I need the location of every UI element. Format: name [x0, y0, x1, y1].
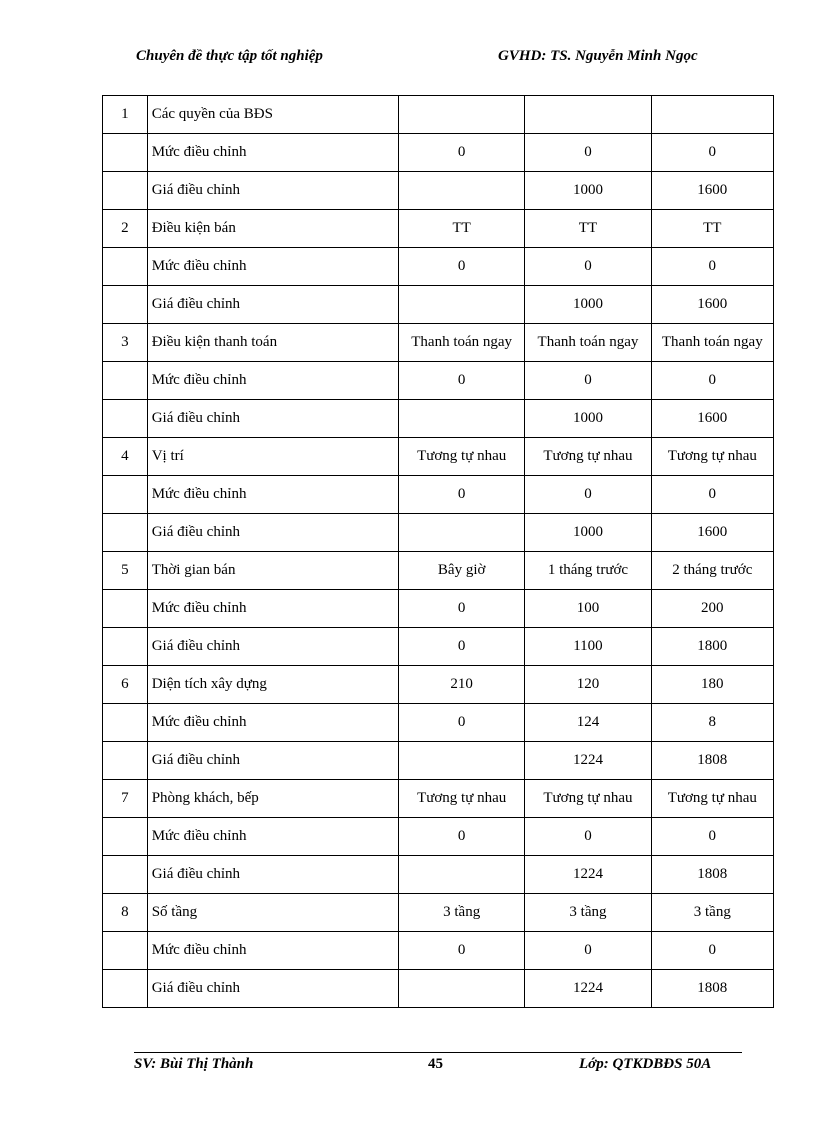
value-cell-1: 0 — [399, 704, 525, 742]
value-cell-1: 0 — [399, 628, 525, 666]
value-cell-2: TT — [525, 210, 651, 248]
value-cell-3: 2 tháng trước — [651, 552, 773, 590]
table-row — [103, 894, 774, 932]
value-cell-1: 0 — [399, 476, 525, 514]
table-row — [103, 210, 774, 248]
row-label-cell: Mức điều chỉnh — [147, 248, 398, 286]
value-cell-3: 0 — [651, 248, 773, 286]
value-cell-1 — [399, 856, 525, 894]
value-cell-3: 180 — [651, 666, 773, 704]
table-row — [103, 514, 774, 552]
row-label-cell: Mức điều chỉnh — [147, 932, 398, 970]
value-cell-3: Tương tự nhau — [651, 780, 773, 818]
value-cell-3: 1800 — [651, 628, 773, 666]
value-cell-2: 3 tầng — [525, 894, 651, 932]
value-cell-2: Tương tự nhau — [525, 780, 651, 818]
row-label-cell: Giá điều chỉnh — [147, 742, 398, 780]
row-label-cell: Mức điều chỉnh — [147, 590, 398, 628]
row-number-cell — [103, 932, 148, 970]
value-cell-3: 0 — [651, 818, 773, 856]
row-number-cell: 2 — [103, 210, 148, 248]
table-row — [103, 96, 774, 134]
value-cell-3: 1600 — [651, 400, 773, 438]
table-row — [103, 476, 774, 514]
row-number-cell — [103, 400, 148, 438]
value-cell-3: 3 tầng — [651, 894, 773, 932]
value-cell-1: Thanh toán ngay — [399, 324, 525, 362]
value-cell-1 — [399, 172, 525, 210]
row-number-cell — [103, 742, 148, 780]
value-cell-1 — [399, 970, 525, 1008]
value-cell-2: 120 — [525, 666, 651, 704]
row-label-cell: Giá điều chỉnh — [147, 970, 398, 1008]
row-label-cell: Điều kiện thanh toán — [147, 324, 398, 362]
header-right-supervisor: GVHD: TS. Nguyễn Minh Ngọc — [498, 48, 698, 64]
value-cell-1 — [399, 96, 525, 134]
value-cell-1 — [399, 742, 525, 780]
value-cell-3 — [651, 96, 773, 134]
value-cell-2: 0 — [525, 818, 651, 856]
row-label-cell: Mức điều chỉnh — [147, 134, 398, 172]
row-label-cell: Diện tích xây dựng — [147, 666, 398, 704]
value-cell-1: TT — [399, 210, 525, 248]
row-label-cell: Giá điều chỉnh — [147, 400, 398, 438]
row-number-cell — [103, 514, 148, 552]
row-number-cell: 4 — [103, 438, 148, 476]
value-cell-3: Thanh toán ngay — [651, 324, 773, 362]
value-cell-2 — [525, 96, 651, 134]
row-number-cell — [103, 134, 148, 172]
value-cell-1: 0 — [399, 248, 525, 286]
row-number-cell — [103, 628, 148, 666]
value-cell-2: 0 — [525, 248, 651, 286]
row-number-cell — [103, 590, 148, 628]
value-cell-2: 1 tháng trước — [525, 552, 651, 590]
table-row — [103, 628, 774, 666]
row-label-cell: Số tầng — [147, 894, 398, 932]
value-cell-3: 0 — [651, 476, 773, 514]
table-row — [103, 552, 774, 590]
footer-student: SV: Bùi Thị Thành — [134, 1056, 254, 1072]
row-number-cell — [103, 248, 148, 286]
value-cell-3: 1808 — [651, 970, 773, 1008]
table-row — [103, 666, 774, 704]
value-cell-2: 1000 — [525, 400, 651, 438]
row-label-cell: Giá điều chỉnh — [147, 514, 398, 552]
value-cell-1: 0 — [399, 362, 525, 400]
value-cell-3: TT — [651, 210, 773, 248]
row-number-cell — [103, 970, 148, 1008]
value-cell-3: 0 — [651, 932, 773, 970]
table-row — [103, 590, 774, 628]
value-cell-3: 200 — [651, 590, 773, 628]
value-cell-1: 3 tầng — [399, 894, 525, 932]
row-label-cell: Thời gian bán — [147, 552, 398, 590]
row-number-cell — [103, 362, 148, 400]
page-number: 45 — [428, 1056, 443, 1072]
value-cell-2: 0 — [525, 134, 651, 172]
table-row — [103, 286, 774, 324]
value-cell-2: 1224 — [525, 970, 651, 1008]
value-cell-3: 0 — [651, 362, 773, 400]
value-cell-3: 1600 — [651, 172, 773, 210]
table-row — [103, 704, 774, 742]
row-number-cell — [103, 172, 148, 210]
value-cell-2: 1224 — [525, 742, 651, 780]
value-cell-1: Bây giờ — [399, 552, 525, 590]
table-row — [103, 780, 774, 818]
value-cell-3: 0 — [651, 134, 773, 172]
value-cell-2: 0 — [525, 362, 651, 400]
row-number-cell — [103, 856, 148, 894]
row-label-cell: Điều kiện bán — [147, 210, 398, 248]
row-number-cell — [103, 286, 148, 324]
row-number-cell: 3 — [103, 324, 148, 362]
table-row — [103, 932, 774, 970]
value-cell-1 — [399, 286, 525, 324]
header-left-title: Chuyên đề thực tập tốt nghiệp — [136, 48, 323, 64]
value-cell-1: 210 — [399, 666, 525, 704]
value-cell-2: 1100 — [525, 628, 651, 666]
row-label-cell: Giá điều chỉnh — [147, 286, 398, 324]
comparison-table — [102, 95, 774, 1008]
row-number-cell: 8 — [103, 894, 148, 932]
row-number-cell — [103, 704, 148, 742]
table-row — [103, 856, 774, 894]
value-cell-2: 1000 — [525, 286, 651, 324]
footer-divider — [134, 1052, 742, 1053]
value-cell-2: 100 — [525, 590, 651, 628]
value-cell-1 — [399, 400, 525, 438]
row-label-cell: Mức điều chỉnh — [147, 362, 398, 400]
value-cell-2: 124 — [525, 704, 651, 742]
value-cell-1: 0 — [399, 818, 525, 856]
table-row — [103, 362, 774, 400]
row-number-cell: 1 — [103, 96, 148, 134]
table-row — [103, 324, 774, 362]
row-number-cell: 6 — [103, 666, 148, 704]
row-number-cell — [103, 818, 148, 856]
value-cell-3: 1600 — [651, 286, 773, 324]
row-label-cell: Vị trí — [147, 438, 398, 476]
value-cell-2: 0 — [525, 476, 651, 514]
row-label-cell: Mức điều chỉnh — [147, 818, 398, 856]
row-number-cell: 5 — [103, 552, 148, 590]
value-cell-1: 0 — [399, 932, 525, 970]
table-row — [103, 970, 774, 1008]
value-cell-1: Tương tự nhau — [399, 438, 525, 476]
row-label-cell: Mức điều chỉnh — [147, 476, 398, 514]
value-cell-1: Tương tự nhau — [399, 780, 525, 818]
value-cell-2: Thanh toán ngay — [525, 324, 651, 362]
value-cell-2: 0 — [525, 932, 651, 970]
table-row — [103, 248, 774, 286]
value-cell-3: 1808 — [651, 742, 773, 780]
row-label-cell: Giá điều chỉnh — [147, 856, 398, 894]
value-cell-2: 1224 — [525, 856, 651, 894]
value-cell-1: 0 — [399, 134, 525, 172]
table-row — [103, 172, 774, 210]
value-cell-2: Tương tự nhau — [525, 438, 651, 476]
value-cell-3: 1808 — [651, 856, 773, 894]
row-number-cell: 7 — [103, 780, 148, 818]
value-cell-1 — [399, 514, 525, 552]
row-label-cell: Giá điều chỉnh — [147, 172, 398, 210]
value-cell-2: 1000 — [525, 172, 651, 210]
table-row — [103, 742, 774, 780]
row-number-cell — [103, 476, 148, 514]
table-row — [103, 400, 774, 438]
value-cell-3: Tương tự nhau — [651, 438, 773, 476]
value-cell-3: 1600 — [651, 514, 773, 552]
table-body — [103, 96, 774, 1008]
row-label-cell: Mức điều chỉnh — [147, 704, 398, 742]
footer-class: Lớp: QTKDBĐS 50A — [579, 1056, 712, 1072]
value-cell-3: 8 — [651, 704, 773, 742]
value-cell-1: 0 — [399, 590, 525, 628]
value-cell-2: 1000 — [525, 514, 651, 552]
row-label-cell: Giá điều chỉnh — [147, 628, 398, 666]
row-label-cell: Các quyền của BĐS — [147, 96, 398, 134]
table-row — [103, 818, 774, 856]
row-label-cell: Phòng khách, bếp — [147, 780, 398, 818]
table-row — [103, 134, 774, 172]
table-row — [103, 438, 774, 476]
